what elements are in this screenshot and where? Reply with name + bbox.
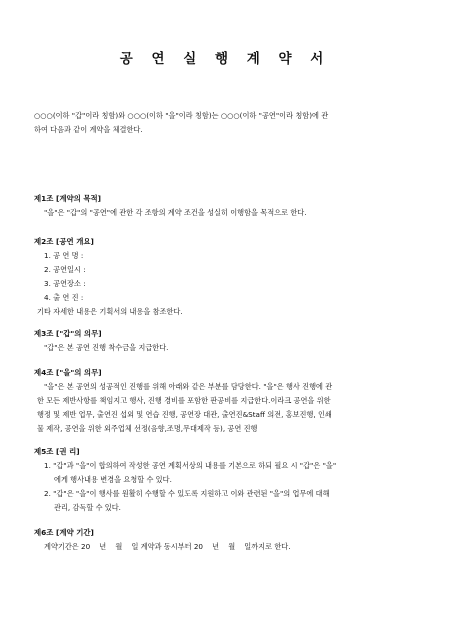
- article-5: [34, 445, 426, 515]
- document-title: 공 연 실 행 계 약 서: [119, 51, 331, 67]
- article-text: "을"은 본 공연의 성공적인 진행를 위해 아래와 같은 부분를 담당한다. "을"은 행사 진행에 관: [44, 382, 333, 391]
- article-3: [34, 327, 426, 355]
- overview-item: 4. 출 연 진 :: [44, 293, 84, 302]
- article-text: "갑"은 본 공연 진행 착수금을 지급한다.: [44, 343, 169, 352]
- article-title: 제3조 ["갑"의 의무]: [34, 329, 102, 338]
- overview-item: 3. 공연장소 :: [44, 279, 86, 288]
- article-1: [34, 192, 426, 220]
- article-2: [34, 235, 426, 319]
- overview-item: 2. 공연일시 :: [44, 265, 86, 274]
- article-6: [34, 526, 426, 554]
- article-text: "을"은 "갑"의 "공연"에 관한 각 조항의 계약 조건을 성실히 이행함을 목적으로 한다.: [44, 208, 307, 217]
- article-4: [34, 366, 426, 436]
- overview-item: 1. 공 연 명 :: [44, 251, 84, 260]
- rights-item-continued: 관리, 감독할 수 있다.: [54, 503, 121, 512]
- overview-note: 기타 자세한 내용은 기획서의 내용을 참조한다.: [37, 307, 183, 316]
- intro-line: ○○○(이하 "갑"이라 칭함)와 ○○○(이하 "을"이라 칭함)는 ○○○(이하 "공연"이라 칭함)에 관: [34, 111, 329, 120]
- article-text: 한 모든 제반사항를 책임지고 행사, 진행 경비를 포함한 판공비를 지급한다.이라크 공연을 위한: [37, 396, 331, 405]
- intro-paragraph: [34, 109, 424, 137]
- intro-line: 하여 다음과 같이 계약을 체결한다.: [34, 125, 143, 134]
- rights-item: 2. "갑"은 "을"이 행사를 원활히 수행할 수 있도록 지원하고 이와 관련된 "을"의 업무에 대해: [44, 489, 330, 498]
- article-title: 제2조 [공연 개요]: [34, 237, 94, 246]
- article-text: 계약기간은 20 년 월 일 계약과 동시부터 20 년 월 일까지로 한다.: [44, 542, 291, 551]
- article-title: 제4조 ["을"의 의무]: [34, 368, 102, 377]
- article-title: 제6조 [계약 기간]: [34, 528, 94, 537]
- article-title: 제1조 [계약의 목적]: [34, 194, 102, 203]
- article-title: 제5조 [권 리]: [34, 447, 80, 456]
- article-text: 행정 및 제반 업무, 출연진 섭외 및 연습 진행, 공연장 대관, 출연진&Staff 의전, 홍보진행, 인쇄: [37, 410, 332, 419]
- article-text: 물 제작, 공연을 위한 외주업체 선정(음향,조명,무대제작 등), 공연 진행: [37, 424, 258, 433]
- rights-item-continued: 에게 행사내용 변경을 요청할 수 있다.: [54, 475, 172, 484]
- rights-item: 1. "갑"과 "을"이 합의하여 작성한 공연 계획서상의 내용를 기본으로 하되 필요 시 "갑"은 "을": [44, 461, 337, 470]
